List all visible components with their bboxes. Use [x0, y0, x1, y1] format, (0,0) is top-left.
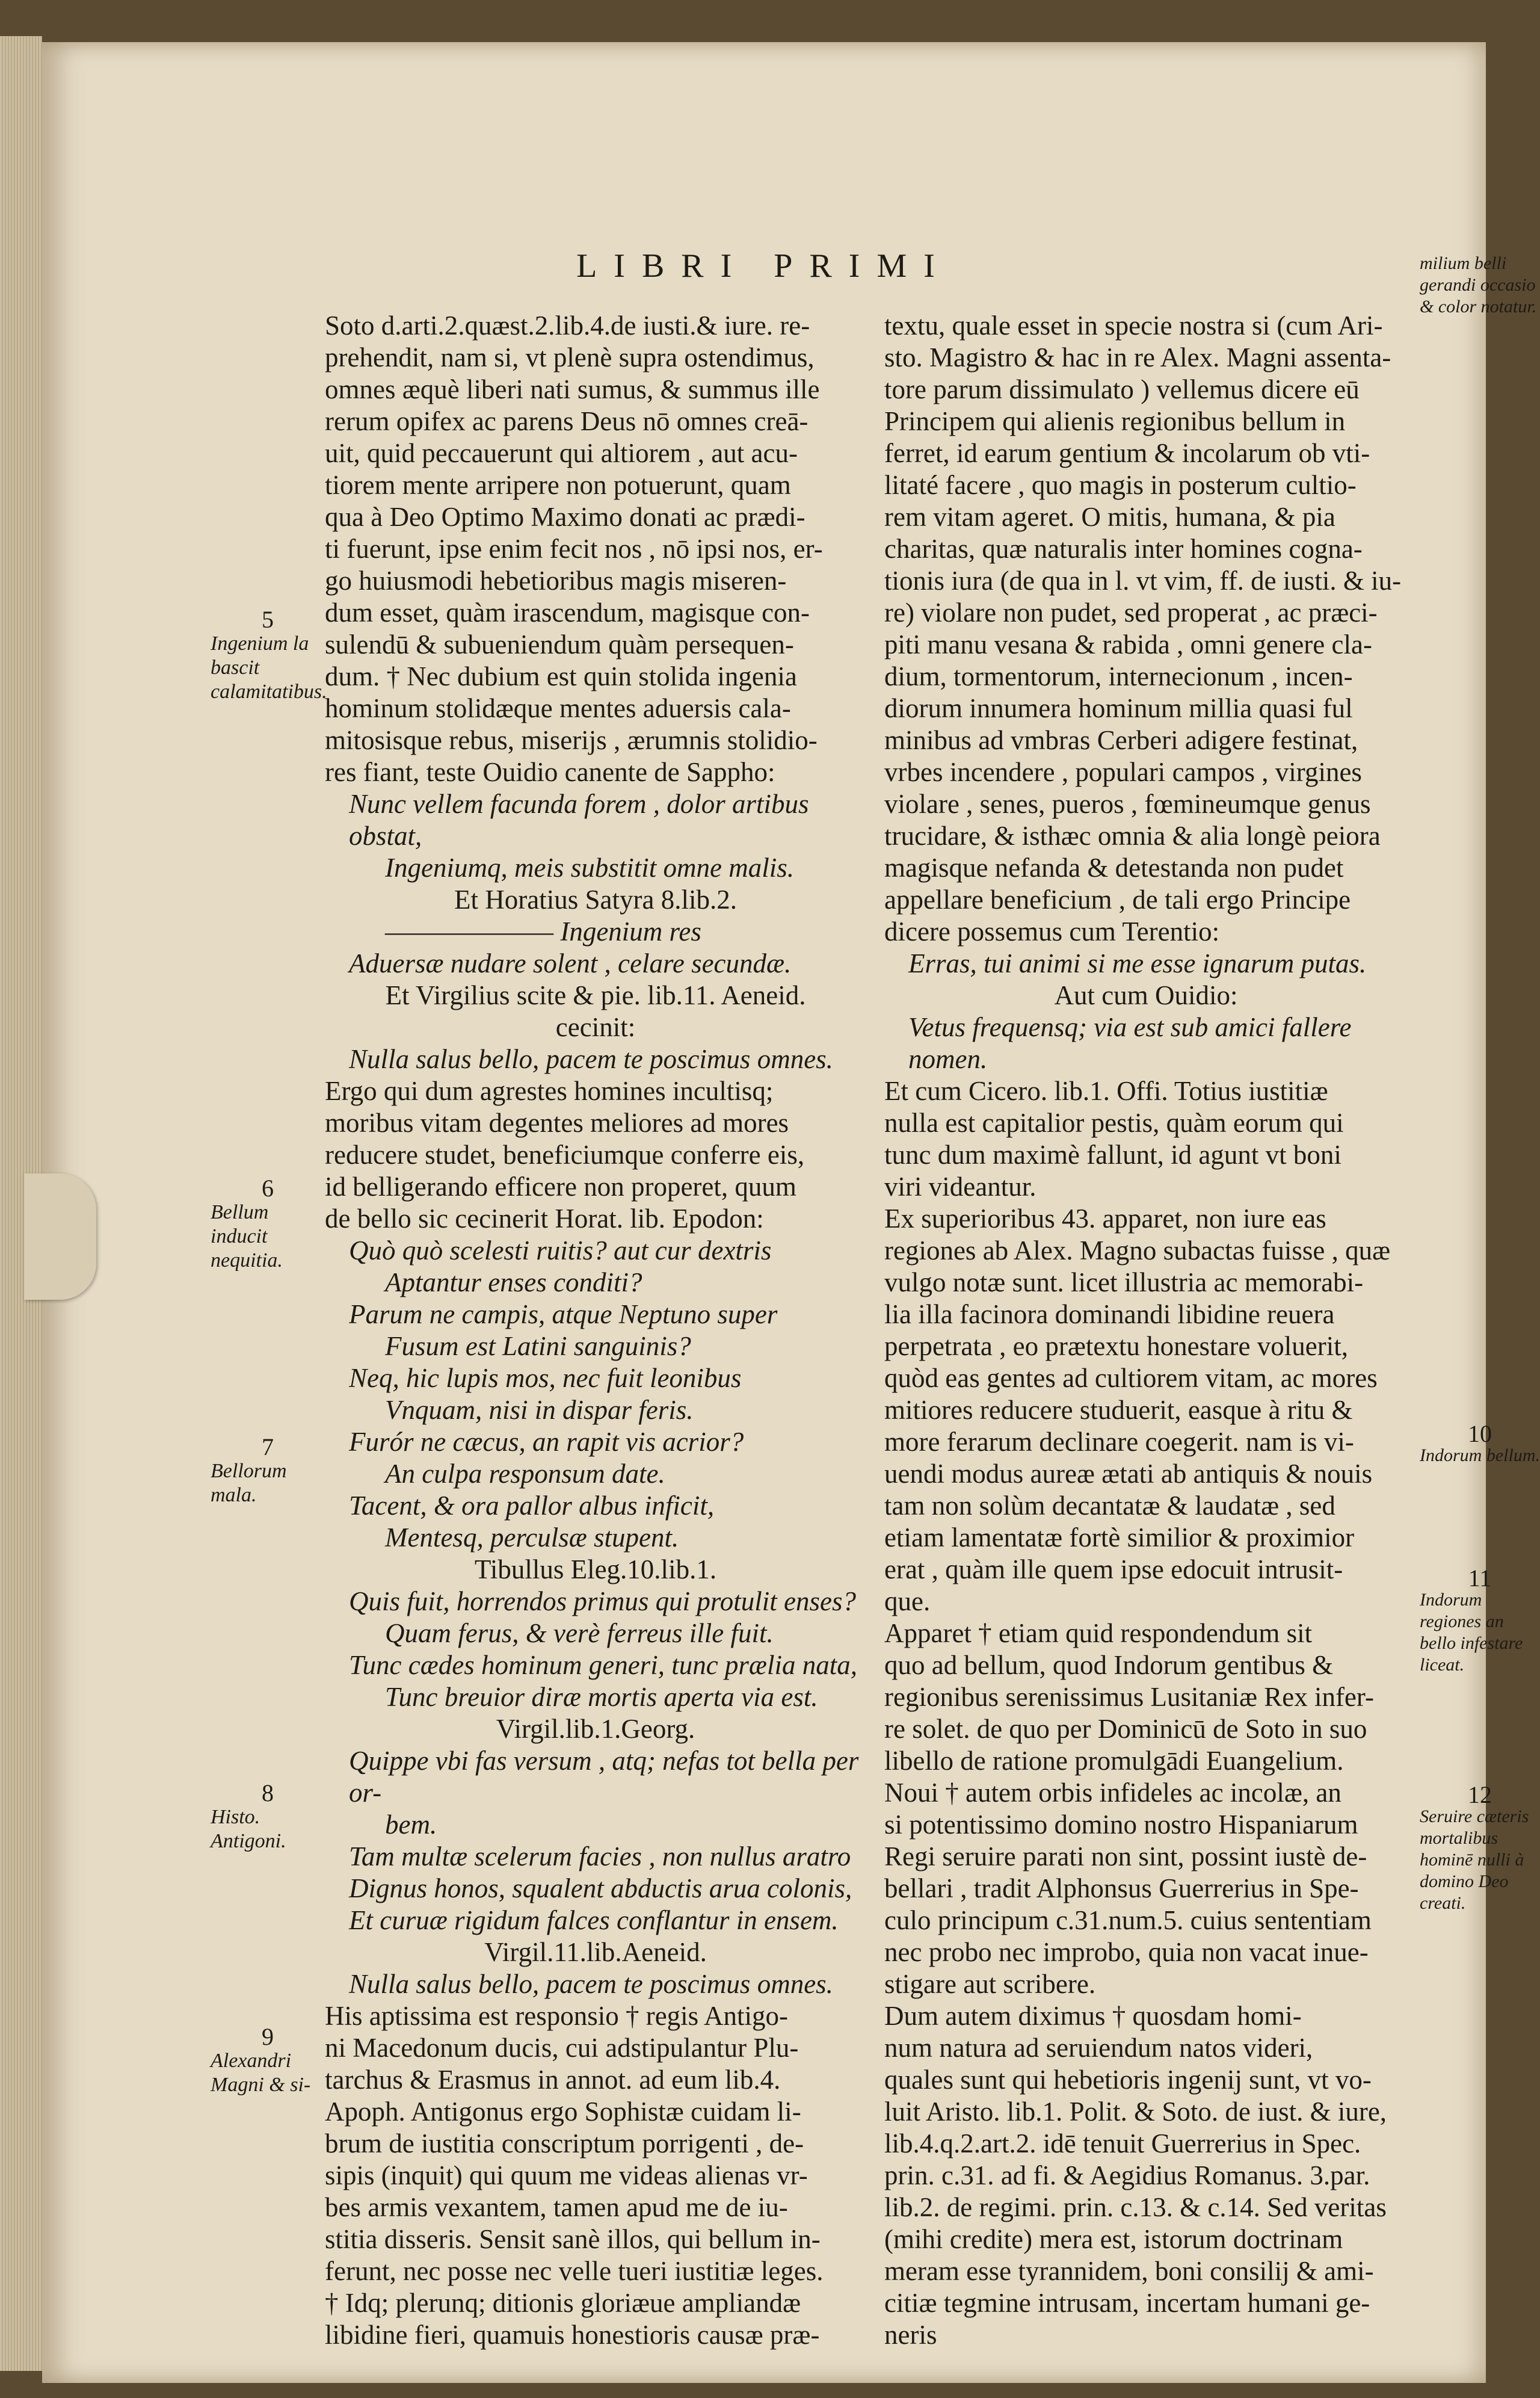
text-line: libidine fieri, quamuis honestioris causæ præ-: [325, 2320, 820, 2350]
margin-note: [211, 1435, 325, 1507]
margin-note-number: 10: [1468, 1420, 1492, 1447]
text-line: Nulla salus bello, pacem te poscimus omnes.: [349, 1969, 833, 1999]
margin-note-number: 6: [262, 1175, 274, 1202]
margin-note: [211, 608, 325, 704]
text-line: Nulla salus bello, pacem te poscimus omnes.: [349, 1044, 833, 1074]
text-line: Tacent, & ora pallor albus inficit,: [349, 1491, 715, 1521]
text-line: Mentesq, perculsæ stupent.: [385, 1522, 679, 1553]
text-line: Tunc cædes hominum generi, tunc prælia nata,: [349, 1650, 857, 1680]
text-line: Fusum est Latini sanguinis?: [385, 1331, 691, 1361]
text-line: Noui † autem orbis infideles ac incolæ, an: [884, 1778, 1341, 1808]
text-line: bellari , tradit Alphonsus Guerrerius in Spe-: [884, 1873, 1359, 1903]
margin-note: [1420, 1420, 1540, 1466]
text-line: nulla est capitalior pestis, quàm eorum qui: [884, 1108, 1344, 1138]
text-line: † Idq; plerunq; ditionis gloriæue ampliandæ: [325, 2288, 801, 2318]
text-line: ——————— Ingenium res: [385, 916, 701, 947]
text-line: Quam ferus, & verè ferreus ille fuit.: [385, 1618, 774, 1648]
text-line: lia illa facinora dominandi libidine reuera: [884, 1299, 1335, 1329]
text-line: Virgil.11.lib.Aeneid.: [484, 1937, 707, 1967]
text-line: His aptissima est responsio † regis Antigo-: [325, 2001, 788, 2031]
left-column: [325, 310, 866, 2351]
margin-note: [211, 1176, 325, 1273]
margin-note-text: Bellorum mala.: [211, 1460, 287, 1506]
text-line: Ergo qui dum agrestes homines incultisq;: [325, 1076, 774, 1106]
text-line: Et curuæ rigidum falces conflantur in ensem.: [349, 1905, 839, 1935]
text-line: mitosisque rebus, miserijs , ærumnis stolidio-: [325, 725, 818, 755]
text-line: moribus vitam degentes meliores ad mores: [325, 1108, 789, 1138]
text-line: citiæ tegmine intrusam, incertam humani ge-: [884, 2288, 1370, 2318]
margin-note-text: Alexandri Magni & si-: [211, 2050, 311, 2096]
text-line: res fiant, teste Ouidio canente de Sappho:: [325, 757, 775, 787]
text-line: Dum autem diximus † quosdam homi-: [884, 2001, 1302, 2031]
text-line: Et cum Cicero. lib.1. Offi. Totius iustitiæ: [884, 1076, 1328, 1106]
text-line: Nunc vellem facunda forem , dolor artibus obstat,: [349, 789, 809, 851]
text-line: Vnquam, nisi in dispar feris.: [385, 1395, 694, 1425]
text-line: omnes æquè liberi nati sumus, & summus ille: [325, 374, 820, 404]
text-line: lib.4.q.2.art.2. idē tenuit Guerrerius in Spec.: [884, 2128, 1361, 2159]
text-line: Et Virgilius scite & pie. lib.11. Aeneid.: [385, 980, 806, 1010]
text-line: tam non solùm decantatæ & laudatæ , sed: [884, 1491, 1335, 1521]
text-line: brum de iustitia conscriptum porrigenti , de-: [325, 2128, 804, 2159]
text-line: id belligerando efficere non properet, quum: [325, 1172, 796, 1202]
text-line: uendi modus aureæ ætati ab antiquis & nouis: [884, 1459, 1373, 1489]
text-line: ferunt, nec posse nec velle tueri iustitiæ leges.: [325, 2256, 824, 2286]
text-line: Neq, hic lupis mos, nec fuit leonibus: [349, 1363, 742, 1393]
text-line: mitiores reducere studuerit, easque à ritu &: [884, 1395, 1353, 1425]
text-line: sipis (inquit) qui quum me videas alienas vr-: [325, 2160, 808, 2190]
text-line: uit, quid peccauerunt qui altiorem , aut acu-: [325, 438, 798, 468]
margin-note-number: 7: [262, 1433, 274, 1460]
text-line: re solet. de quo per Dominicū de Soto in suo: [884, 1714, 1367, 1744]
text-line: quòd eas gentes ad cultiorem vitam, ac mores: [884, 1363, 1378, 1393]
text-line: bem.: [385, 1809, 437, 1840]
text-line: An culpa responsum date.: [385, 1459, 665, 1489]
text-line: hominum stolidæque mentes aduersis cala-: [325, 693, 791, 723]
text-line: Quò quò scelesti ruitis? aut cur dextris: [349, 1235, 772, 1265]
text-line: Erras, tui animi si me esse ignarum putas.: [908, 948, 1367, 978]
text-line: lib.2. de regimi. prin. c.13. & c.14. Sed veritas: [884, 2192, 1387, 2222]
text-line: textu, quale esset in specie nostra si (cum Ari-: [884, 311, 1383, 341]
margin-note: [211, 2025, 325, 2097]
text-line: tore parum dissimulato ) vellemus dicere eū: [884, 374, 1360, 404]
text-line: Ingeniumq, meis substitit omne malis.: [385, 853, 794, 883]
text-line: Principem qui alienis regionibus bellum in: [884, 406, 1346, 436]
text-line: Vetus frequensq; via est sub amici fallere nomen.: [908, 1012, 1352, 1074]
text-line: quo ad bellum, quod Indorum gentibus &: [884, 1650, 1334, 1680]
right-column: [884, 310, 1408, 2351]
text-line: stigare aut scribere.: [884, 1969, 1096, 1999]
margin-note: [211, 1781, 325, 1853]
text-line: Furór ne cæcus, an rapit vis acrior?: [349, 1427, 744, 1457]
text-line: culo principum c.31.num.5. cuius sententiam: [884, 1905, 1372, 1935]
text-line: Aut cum Ouidio:: [1054, 980, 1238, 1010]
book-page: [42, 42, 1540, 2383]
text-line: Quippe vbi fas versum , atq; nefas tot bella per or-: [349, 1746, 859, 1808]
running-header: LIBRI PRIMI: [576, 247, 952, 285]
text-line: tionis iura (de qua in l. vt vim, ff. de iusti. & iu-: [884, 566, 1402, 596]
text-line: libello de ratione promulgādi Euangelium.: [884, 1746, 1344, 1776]
margin-note-text: Seruire cæteris mortalibus hominē nulli à domino Deo creati.: [1420, 1806, 1529, 1913]
margin-note-text: Bellum inducit nequitia.: [211, 1201, 283, 1272]
text-line: charitas, quæ naturalis inter homines cogna-: [884, 534, 1363, 564]
text-line: luit Aristo. lib.1. Polit. & Soto. de iust. & iure,: [884, 2097, 1387, 2127]
text-line: que.: [884, 1586, 931, 1616]
margin-note: [1420, 253, 1540, 318]
text-line: qua à Deo Optimo Maximo donati ac prædi-: [325, 502, 805, 532]
text-line: litaté facere , quo magis in posterum cultio-: [884, 470, 1357, 500]
text-line: Et Horatius Satyra 8.lib.2.: [454, 885, 737, 915]
text-line: Apoph. Antigonus ergo Sophistæ cuidam li-: [325, 2097, 801, 2127]
margin-note: [1420, 1781, 1540, 1914]
text-line: tiorem mente arripere non potuerunt, quam: [325, 470, 791, 500]
text-line: meram esse tyrannidem, boni consilij & ami-: [884, 2256, 1374, 2286]
text-line: (mihi credite) mera est, istorum doctrinam: [884, 2224, 1343, 2254]
text-line: prehendit, nam si, vt plenè supra ostendimus,: [325, 342, 815, 372]
text-line: Ex superioribus 43. apparet, non iure eas: [884, 1204, 1326, 1234]
text-line: si potentissimo domino nostro Hispaniarum: [884, 1809, 1358, 1840]
text-line: minibus ad vmbras Cerberi adigere festinat,: [884, 725, 1358, 755]
text-line: dum. † Nec dubium est quin stolida ingenia: [325, 661, 797, 691]
margin-note-text: Indorum regiones an bello infestare liceat.: [1420, 1590, 1523, 1675]
text-line: magisque nefanda & detestanda non pudet: [884, 853, 1344, 883]
margin-note-text: Ingenium la bascit calamitatibus.: [211, 632, 327, 703]
text-line: bes armis vexantem, tamen apud me de iu-: [325, 2192, 788, 2222]
text-line: Tibullus Eleg.10.lib.1.: [474, 1554, 717, 1584]
text-line: neris: [884, 2320, 937, 2350]
text-line: erat , quàm ille quem ipse edocuit intrusit-: [884, 1554, 1343, 1584]
text-line: dicere possemus cum Terentio:: [884, 916, 1220, 947]
text-line: prin. c.31. ad fi. & Aegidius Romanus. 3.par.: [884, 2160, 1370, 2190]
margin-note-number: 11: [1468, 1565, 1492, 1592]
text-line: perpetrata , eo prætextu honestare voluerit,: [884, 1331, 1348, 1361]
text-line: Tunc breuior diræ mortis aperta via est.: [385, 1682, 818, 1712]
text-line: Regi seruire parati non sint, possint iustè de-: [884, 1841, 1367, 1871]
text-line: quales sunt qui hebetioris ingenij sunt, vt vo-: [884, 2065, 1372, 2095]
text-line: trucidare, & isthæc omnia & alia longè peiora: [884, 821, 1381, 851]
text-line: de bello sic cecinerit Horat. lib. Epodon:: [325, 1204, 764, 1234]
margin-note-number: 12: [1468, 1781, 1492, 1808]
text-line: ferret, id earum gentium & incolarum ob vti-: [884, 438, 1370, 468]
text-line: Tam multæ scelerum facies , non nullus aratro: [349, 1841, 851, 1871]
text-line: rerum opifex ac parens Deus nō omnes creā-: [325, 406, 808, 436]
text-line: Dignus honos, squalent abductis arua colonis,: [349, 1873, 852, 1903]
text-line: sto. Magistro & hac in re Alex. Magni assenta-: [884, 342, 1391, 372]
text-line: appellare beneficium , de tali ergo Principe: [884, 885, 1351, 915]
text-line: piti manu vesana & rabida , omni genere cla-: [884, 629, 1372, 660]
text-line: violare , senes, pueros , fœmineumque genus: [884, 789, 1371, 819]
text-line: etiam lamentatæ fortè similior & proximior: [884, 1522, 1355, 1553]
text-line: tunc dum maximè fallunt, id agunt vt boni: [884, 1140, 1341, 1170]
text-line: sulendū & subueniendum quàm persequen-: [325, 629, 794, 660]
text-line: vrbes incendere , populari campos , virgines: [884, 757, 1362, 787]
text-line: Apparet † etiam quid respondendum sit: [884, 1618, 1313, 1648]
text-line: Aptantur enses conditi?: [385, 1267, 642, 1297]
text-line: Soto d.arti.2.quæst.2.lib.4.de iusti.& iure. re-: [325, 311, 810, 341]
text-line: regionibus serenissimus Lusitaniæ Rex infer-: [884, 1682, 1374, 1712]
margin-note-number: 9: [262, 2023, 274, 2050]
text-line: more ferarum declinare coegerit. nam is vi-: [884, 1427, 1354, 1457]
text-line: nec probo nec improbo, quia non vacat inue-: [884, 1937, 1369, 1967]
text-line: Aduersæ nudare solent , celare secundæ.: [349, 948, 792, 978]
text-line: re) violare non pudet, sed properat , ac præci-: [884, 598, 1378, 628]
text-line: tarchus & Erasmus in annot. ad eum lib.4.: [325, 2065, 781, 2095]
text-line: regiones ab Alex. Magno subactas fuisse , quæ: [884, 1235, 1391, 1265]
bookmark-tab: [24, 1173, 96, 1300]
text-line: num natura ad seruiendum natos videri,: [884, 2033, 1313, 2063]
margin-note-number: 8: [262, 1779, 274, 1806]
text-line: viri videantur.: [884, 1172, 1036, 1202]
text-line: diorum innumera hominum millia quasi ful: [884, 693, 1353, 723]
text-line: rem vitam ageret. O mitis, humana, & pia: [884, 502, 1335, 532]
text-line: Virgil.lib.1.Georg.: [496, 1714, 695, 1744]
margin-note: [1420, 1565, 1540, 1676]
margin-note-text: Histo. Antigoni.: [211, 1806, 286, 1852]
margin-note-text: milium belli gerandi occasio & color notatur.: [1420, 253, 1537, 317]
margin-note-text: Indorum bellum.: [1420, 1445, 1540, 1465]
text-line: reducere studet, beneficiumque conferre eis,: [325, 1140, 805, 1170]
text-line: ni Macedonum ducis, cui adstipulantur Plu-: [325, 2033, 799, 2063]
text-line: dum esset, quàm irascendum, magisque con-: [325, 598, 810, 628]
margin-note-number: 5: [262, 606, 274, 633]
text-line: go huiusmodi hebetioribus magis miseren-: [325, 566, 787, 596]
text-line: stitia disseris. Sensit sanè illos, qui bellum in-: [325, 2224, 821, 2254]
text-line: dium, tormentorum, internecionum , incen-: [884, 661, 1353, 691]
text-line: Parum ne campis, atque Neptuno super: [349, 1299, 778, 1329]
text-line: cecinit:: [555, 1012, 636, 1042]
text-line: ti fuerunt, ipse enim fecit nos , nō ipsi nos, er-: [325, 534, 823, 564]
text-line: vulgo notæ sunt. licet illustria ac memorabi-: [884, 1267, 1364, 1297]
text-line: Quis fuit, horrendos primus qui protulit enses?: [349, 1586, 856, 1616]
